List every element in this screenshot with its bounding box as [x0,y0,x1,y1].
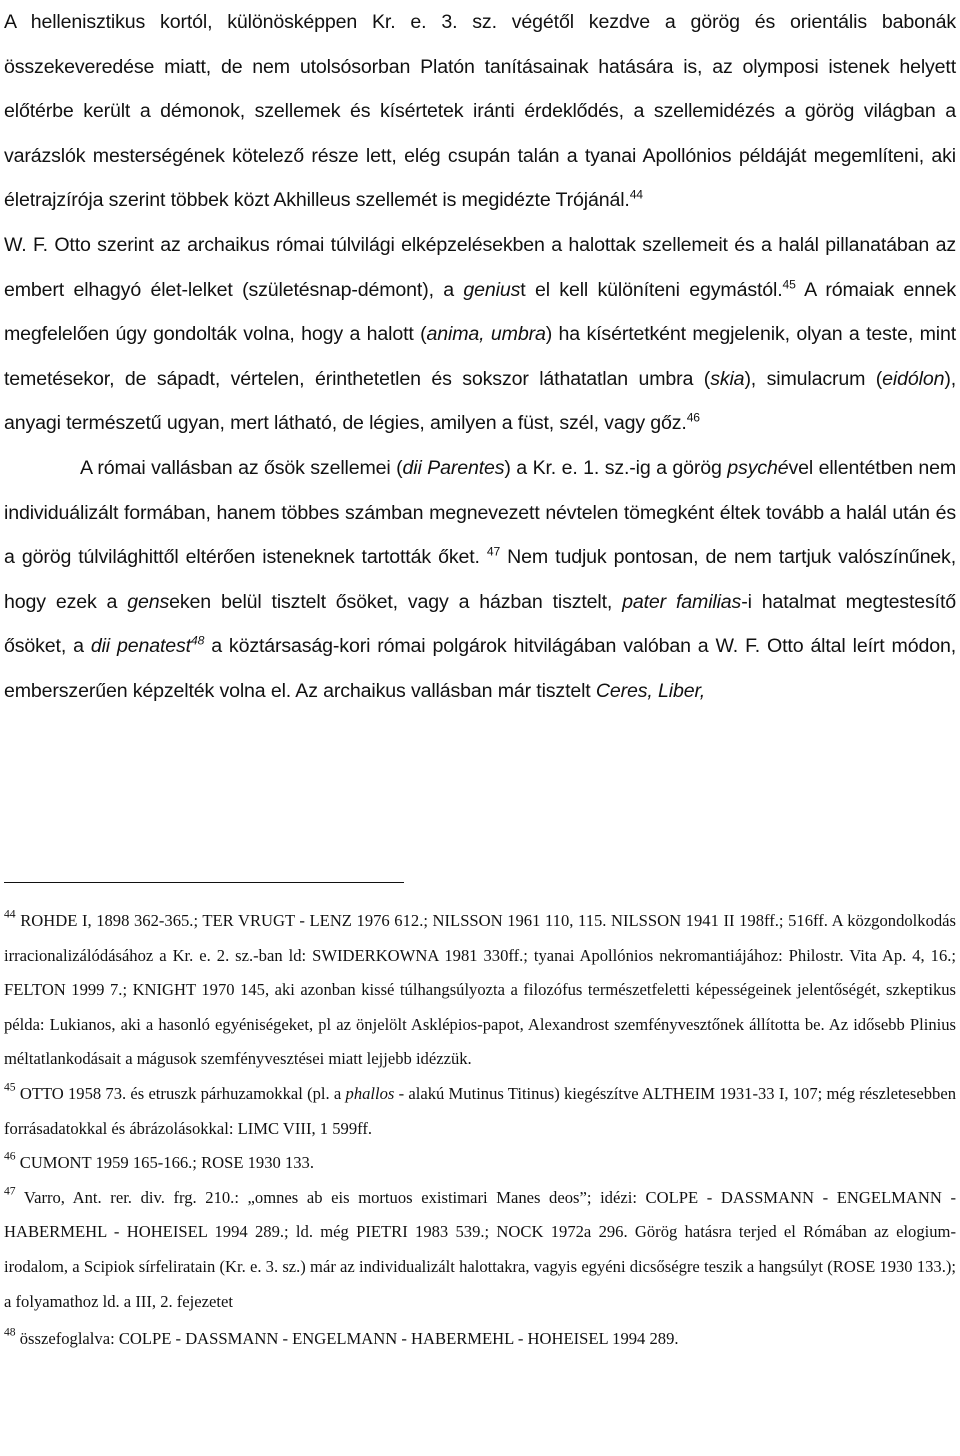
text-run: ) a Kr. e. 1. sz.-ig a görög [504,456,728,479]
footnote-ref: 46 [4,1149,16,1163]
footnote-ref: 47 [4,1184,16,1198]
footnote-44 [4,904,956,1077]
footnote-45 [4,1077,956,1146]
text-run: a köztársaság-kori római polgárok hitvilágában valóban a W. F. Otto által leírt módon, emberszerűen képzelték volna el. Az archaikus vallásban már tisztelt [4,635,956,702]
paragraph-2 [4,223,956,446]
text-run: A hellenisztikus kortól, különösképpen Kr. e. 3. sz. végétől kezdve a görög és orientális babonák összekeveredése miatt, de nem utolsósorban Platón tanításainak hatására is, az olymposi istenek helyett előtérbe került a démonok, szellemek és kísértetek iránti érdeklődés, a szellemidézés a görög világban a varázslók mesterségének kötelező része lett, elég csupán talán a tyanai Apollónios példáját megemlíteni, aki életrajzírója szerint többek közt Akhilleus szellemét is megidézte Trójánál. [4,11,956,212]
text-run: Varro, Ant. rer. div. frg. 210.: „omnes ab eis mortuos existimari Manes deos”; idézi: COLPE - DASSMANN - ENGELMANN - HABERMEHL - HOHEISEL 1994 289.; ld. még PIETRI 1983 539.; NOCK 1972a 296. Görög hatásra terjed el Rómában az elogium-irodalom, a Scipiok sírfeliratain (Kr. e. 3. sz.) már az individualizált halottakra, vagyis egyéni dicsőségre teszik a hangsúlyt (ROSE 1930 133.); a folyamathoz ld. a III, 2. fejezetet [4,1187,956,1311]
footnote-ref: 46 [686,411,700,426]
footnotes [4,904,956,1357]
italic-run: anima, umbra [426,323,546,346]
italic-run: dii Parentes [402,456,505,479]
text-run: - alakú Mutinus Titinus) kiegészítve ALTHEIM 1931-33 I, 107; még részletesebben forrásadatokkal és ábrázolásokkal: LIMC VIII, 1 599ff. [4,1083,956,1138]
text-run: ROHDE I, 1898 362-365.; TER VRUGT - LENZ 1976 612.; NILSSON 1961 110, 115. NILSSON 1941 II 198ff.; 516ff. A közgondolkodás irracionalizálódásához a Kr. e. 2. sz.-ban ld: SWIDERKOWNA 1981 330ff.; tyanai Apollónios nekromantiájához: Philostr. Vita Ap. 4, 16.; FELTON 1999 7.; KNIGHT 1970 145, aki azonban kissé túlhangsúlyozta a filozófus természetfeletti képességeinek jelentőségét, szkeptikus példa: Lukianos, aki a hasonló egyéniségeket, pl az önjelölt Asklépios-papot, Alexandrost szemfényvesztőnek állította be. Az idősebb Plinius méltatlankodásait a mágusok szemfényvesztései miatt lejjebb idézzük. [4,911,956,1069]
text-run: ), simulacrum ( [744,367,883,390]
footnote-ref: 48 [190,634,205,649]
text-run: eken belül tisztelt ősöket, vagy a házban tisztelt, [169,590,623,613]
italic-run: dii penatest [90,635,191,658]
text-run: t el kell különíteni egymástól. [520,278,783,301]
text-run: CUMONT 1959 165-166.; ROSE 1930 133. [15,1153,315,1173]
text-run: -i hatalmat megtestesítő ősöket, a [4,590,956,658]
italic-run: gens [127,590,170,613]
italic-run: eidólon [882,367,945,390]
italic-run: skia [710,367,745,390]
text-run: W. F. Otto szerint az archaikus római túlvilági elképzelésekben a halottak szellemeit és a halál pillanatában az embert elhagyó élet-lelket (születésnap-démont), a [4,233,956,301]
footnote-48 [4,1322,956,1357]
text-run: ), anyagi természetű ugyan, mert látható, de légies, amilyen a füst, szél, vagy gőz. [4,367,956,435]
italic-run: genius [463,278,521,301]
footnote-ref: 45 [782,277,796,292]
footnote-47 [4,1181,956,1319]
text-run: vel ellentétben nem individuálizált formában, hanem többes számban megnevezett névtelen tömegként éltek tovább a halál után és a görög túlvilághittől eltérően isteneknek tartották őket. [4,456,957,569]
italic-run: psyché [727,456,789,479]
paragraph-1 [4,0,956,223]
italic-run: Ceres, Liber, [595,679,706,702]
italic-run: phallos [345,1083,395,1103]
footnote-ref: 47 [486,544,501,559]
text-run: A rómaiak ennek megfelelően úgy gondolták volna, hogy a halott ( [4,278,956,346]
footnote-ref: 48 [4,1325,16,1339]
text-run: ) ha kísértetként megjelenik, olyan a teste, mint temetésekor, de sápadt, vértelen, érinthetetlen és sokszor láthatatlan umbra ( [4,323,957,390]
footnote-ref: 44 [629,188,643,203]
body-text [4,0,956,714]
italic-run: pater familias [622,590,742,613]
footnote-ref: 44 [4,907,16,921]
footnote-separator [4,882,404,883]
text-run: Nem tudjuk pontosan, de nem tartjuk valószínűnek, hogy ezek a [4,546,956,613]
paragraph-3 [4,446,956,714]
footnote-ref: 45 [4,1080,16,1094]
text-run: OTTO 1958 73. és etruszk párhuzamokkal (pl. a [15,1083,346,1103]
footnote-46 [4,1146,956,1181]
text-run: összefoglalva: COLPE - DASSMANN - ENGELMANN - HABERMEHL - HOHEISEL 1994 289. [15,1329,679,1349]
text-run: A római vallásban az ősök szellemei ( [80,456,403,479]
